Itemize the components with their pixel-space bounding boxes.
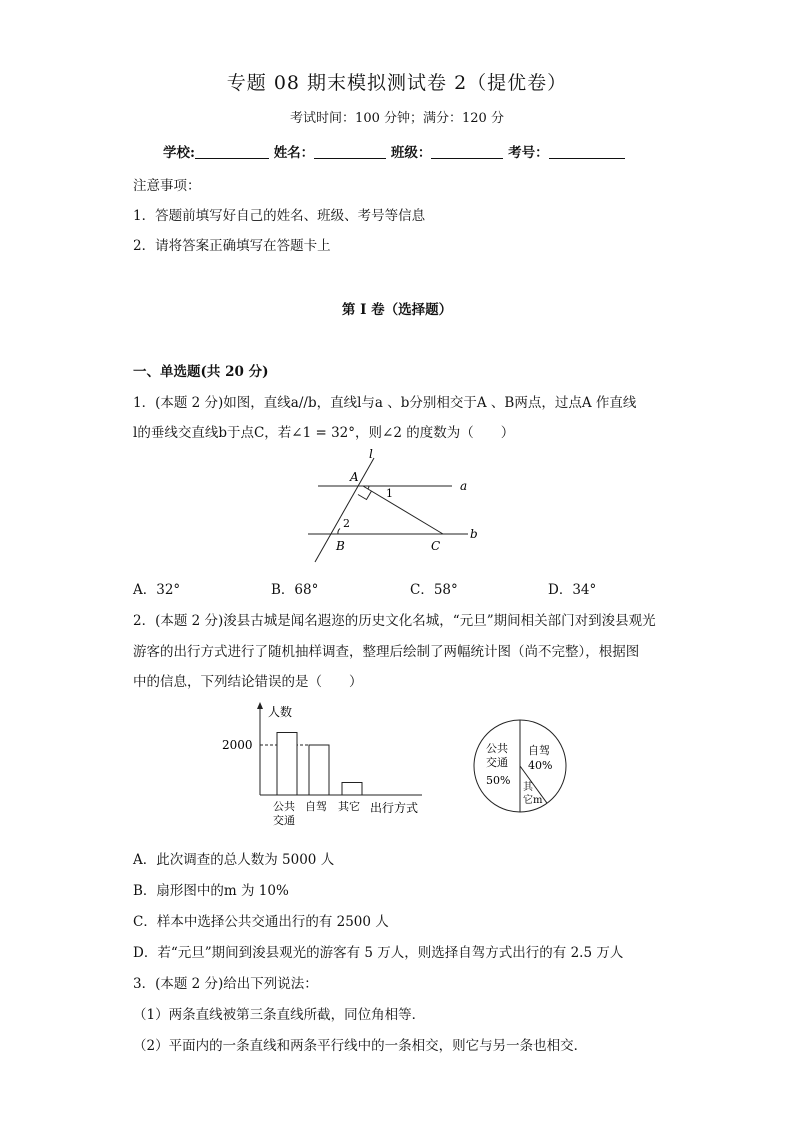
exam-subtitle: 考试时间：100 分钟；满分：120 分	[290, 111, 504, 126]
q1-option-a[interactable]: A．32°	[133, 582, 181, 598]
x-axis-label: 出行方式	[370, 801, 419, 815]
q1-stem-line1: 1．(本题 2 分)如图，直线a//b，直线l与a 、b分别相交于A 、B两点，过点A 作直线	[133, 395, 637, 411]
pie-slice-other-label1: 其	[523, 782, 533, 793]
y-axis-label: 人数	[268, 705, 293, 719]
label-angle-1: 1	[386, 487, 393, 500]
q3-statement: （1）两条直线被第三条直线所截，同位角相等．	[133, 1007, 426, 1023]
pie-slice-drive-label: 自驾	[528, 744, 550, 757]
label-A: A	[350, 470, 359, 484]
segment-ac	[363, 486, 443, 534]
q2-option-d[interactable]: D．若“元旦”期间到浚县观光的游客有 5 万人，则选择自驾方式出行的有 2.5 万人	[133, 945, 624, 961]
y-axis-arrow	[257, 702, 263, 709]
pie-slice-drive-percent: 40%	[528, 759, 553, 772]
pie-slice-public-label1: 公共	[486, 742, 508, 755]
exam-number-label: 考号：	[508, 145, 549, 161]
class-blank[interactable]	[431, 144, 503, 159]
q1-option-d[interactable]: D．34°	[548, 582, 597, 598]
q2-stem-line2: 游客的出行方式进行了随机抽样调查，整理后绘制了两幅统计图（尚不完整），根据图	[133, 644, 640, 660]
q1-option-c[interactable]: C．58°	[410, 582, 458, 598]
q3-statement: （2）平面内的一条直线和两条平行线中的一条相交，则它与另一条也相交．	[133, 1038, 588, 1054]
note-item: 2．请将答案正确填写在答题卡上	[133, 238, 331, 254]
name-blank[interactable]	[314, 144, 386, 159]
q2-option-b[interactable]: B．扇形图中的m 为 10%	[133, 883, 289, 899]
q2-stem-line3: 中的信息，下列结论错误的是（ ）	[133, 674, 363, 690]
y-tick-label: 2000	[222, 738, 253, 752]
note-item: 1．答题前填写好自己的姓名、班级、考号等信息	[133, 208, 426, 224]
label-l: l	[369, 447, 373, 461]
part-heading: 一、单选题(共 20 分)	[133, 364, 269, 380]
x-tick-label-line2: 交通	[273, 814, 295, 827]
bar-1	[309, 745, 329, 795]
pie-slice-public-label2: 交通	[486, 756, 508, 769]
q1-options	[133, 578, 633, 596]
q2-stem-line1: 2．(本题 2 分)浚县古城是闻名遐迩的历史文化名城，“元旦”期间相关部门对到浚县观光	[133, 613, 656, 629]
pie-slice-public-percent: 50%	[486, 774, 511, 787]
angle-2-arc	[338, 529, 340, 535]
notes-heading: 注意事项：	[133, 178, 201, 194]
pie-slice-other-label2: 它m	[523, 795, 543, 806]
label-a: a	[460, 479, 468, 493]
bar-0	[277, 733, 297, 796]
label-C: C	[431, 539, 441, 553]
q2-option-c[interactable]: C．样本中选择公共交通出行的有 2500 人	[133, 914, 389, 930]
x-tick-label: 公共	[273, 800, 295, 813]
class-label: 班级：	[390, 145, 432, 161]
x-tick-label: 自驾	[305, 800, 327, 813]
q1-geometry-figure	[300, 446, 490, 566]
right-angle-mark	[358, 491, 372, 500]
school-label: 学校:	[163, 145, 195, 161]
exam-title: 专题 08 期末模拟测试卷 2（提优卷）	[226, 72, 568, 94]
label-B: B	[336, 539, 345, 553]
student-info-line	[163, 141, 625, 161]
q2-option-a[interactable]: A．此次调查的总人数为 5000 人	[133, 852, 335, 868]
x-tick-label: 其它	[338, 800, 360, 813]
name-label: 姓名：	[273, 145, 315, 161]
q2-bar-chart	[220, 700, 435, 830]
q2-pie-chart	[470, 714, 580, 824]
label-angle-2: 2	[343, 517, 350, 530]
bar-2	[342, 783, 362, 796]
q1-option-b[interactable]: B．68°	[271, 582, 319, 598]
q1-stem-line2: l的垂线交直线b于点C，若∠1 = 32°，则∠2 的度数为（ ）	[133, 425, 515, 441]
section-title: 第 I 卷（选择题）	[341, 302, 453, 318]
school-blank[interactable]	[195, 144, 269, 159]
exam-number-blank[interactable]	[549, 144, 625, 159]
label-b: b	[470, 527, 478, 541]
q3-stem: 3．(本题 2 分)给出下列说法：	[133, 976, 318, 992]
